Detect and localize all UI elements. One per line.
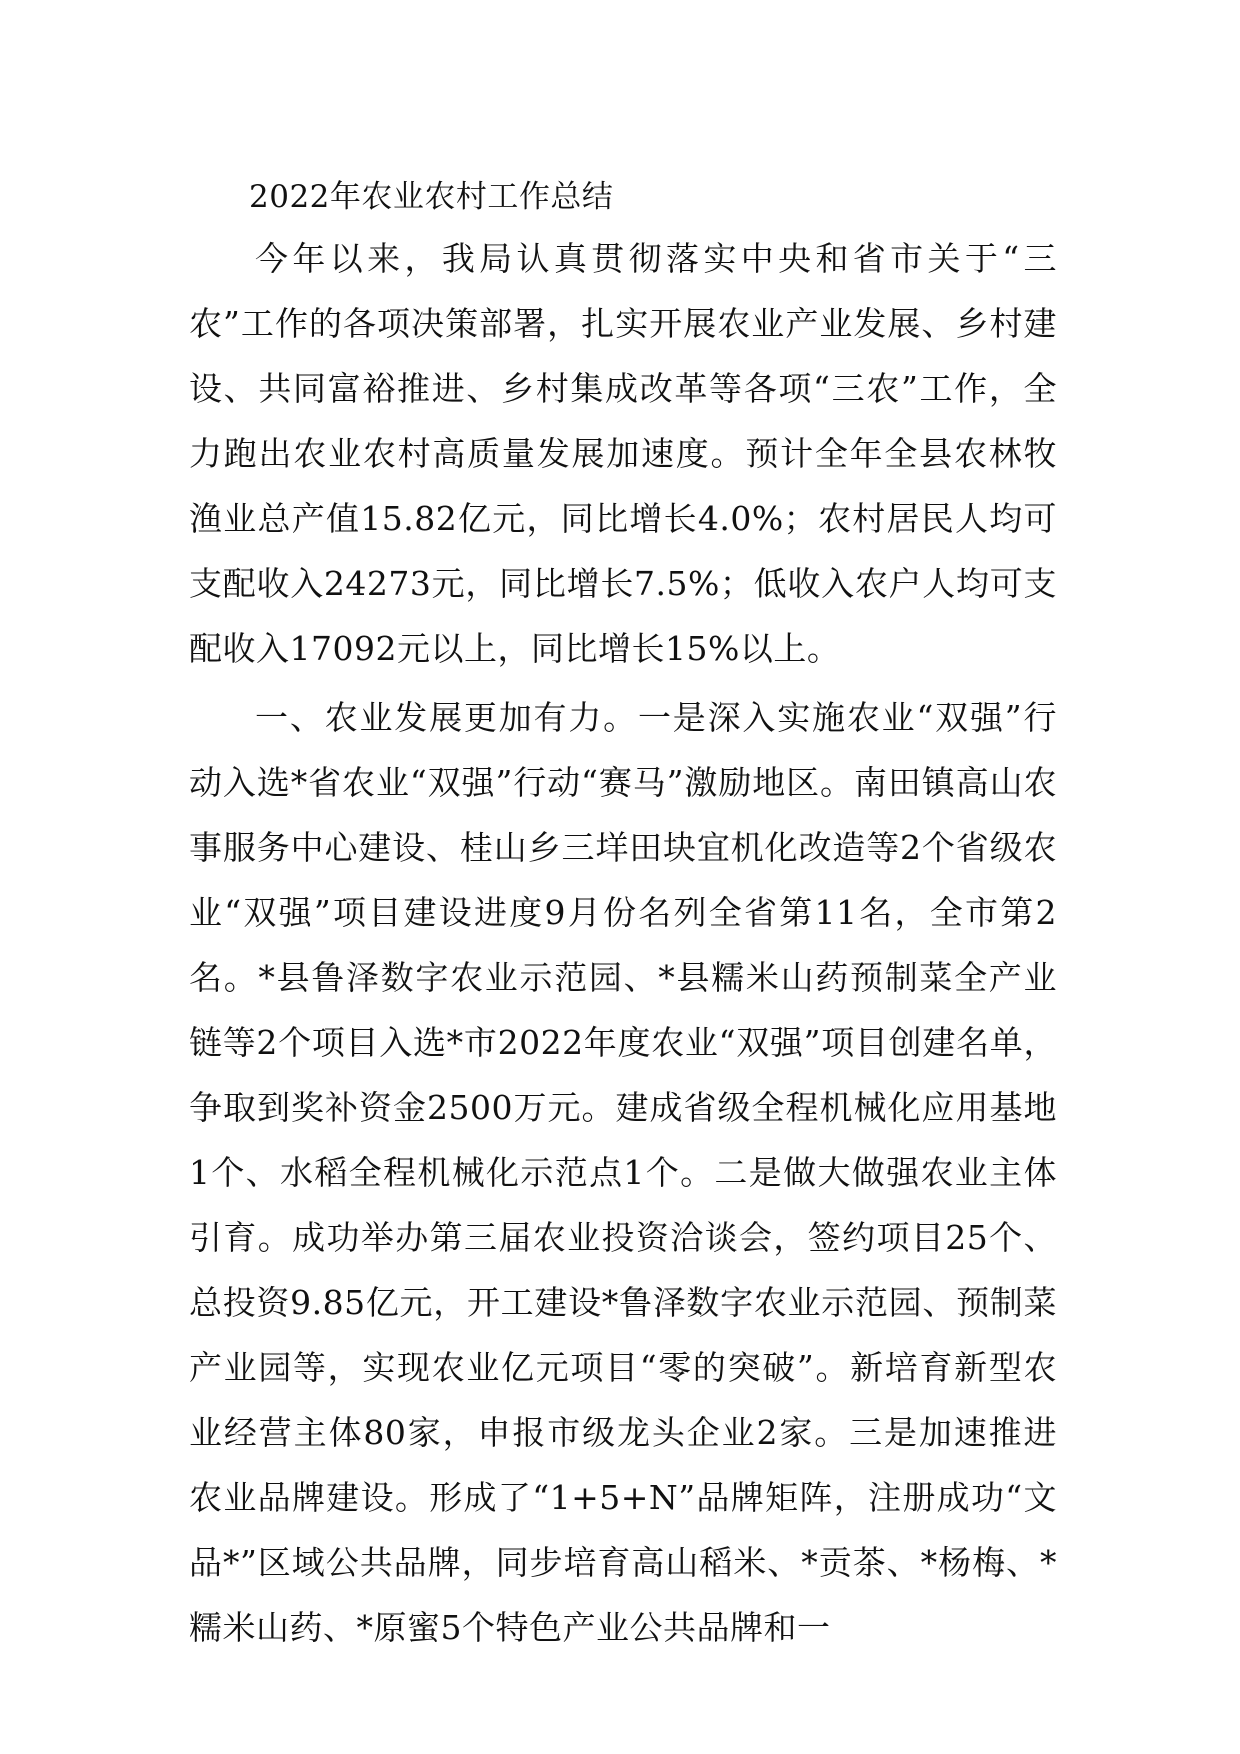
document-body: [189, 168, 1057, 1660]
intro-paragraph: 今年以来，我局认真贯彻落实中央和省市关于“三农”工作的各项决策部署，扎实开展农业产业发展、乡村建设、共同富裕推进、乡村集成改革等各项“三农”工作，全力跑出农业农村高质量发展加速度。预计全年全县农林牧渔业总产值15.82亿元，同比增长4.0%；农村居民人均可支配收入24273元，同比增长7.5%；低收入农户人均可支配收入17092元以上，同比增长15%以上。: [189, 239, 1057, 668]
section-one-paragraph: 一、农业发展更加有力。一是深入实施农业“双强”行动入选*省农业“双强”行动“赛马”激励地区。南田镇高山农事服务中心建设、桂山乡三垟田块宜机化改造等2个省级农业“双强”项目建设进度9月份名列全省第11名，全市第2名。*县鲁泽数字农业示范园、*县糯米山药预制菜全产业链等2个项目入选*市2022年度农业“双强”项目创建名单，争取到奖补资金2500万元。建成省级全程机械化应用基地1个、水稻全程机械化示范点1个。二是做大做强农业主体引育。成功举办第三届农业投资洽谈会，签约项目25个、总投资9.85亿元，开工建设*鲁泽数字农业示范园、预制菜产业园等，实现农业亿元项目“零的突破”。新培育新型农业经营主体80家，申报市级龙头企业2家。三是加速推进农业品牌建设。形成了“1+5+N”品牌矩阵，注册成功“文品*”区域公共品牌，同步培育高山稻米、*贡茶、*杨梅、*糯米山药、*原蜜5个特色产业公共品牌和一: [189, 698, 1057, 1647]
document-title: 2022年农业农村工作总结: [249, 179, 614, 215]
